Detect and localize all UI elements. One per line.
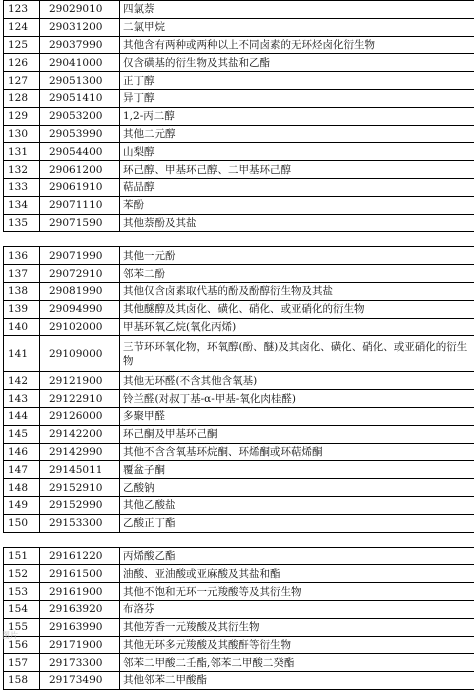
row-number-cell: 157: [4, 654, 40, 672]
hs-code-cell: 29094990: [40, 300, 120, 318]
table-row: [4, 636, 474, 654]
section-gap: [4, 532, 474, 547]
hs-code-cell: 29053200: [40, 107, 120, 125]
row-number-cell: 148: [4, 479, 40, 497]
hs-code-cell: 29109000: [40, 336, 120, 372]
hs-code-cell: 29071990: [40, 247, 120, 265]
table-row: [4, 407, 474, 425]
product-name-cell: 甲基环氧乙烷(氧化丙烯): [120, 318, 474, 336]
product-name-cell: 其他仅含卤素取代基的酚及酚醇衍生物及其盐: [120, 282, 474, 300]
table-row: [4, 461, 474, 479]
product-name-cell: 其他乙酸盐: [120, 496, 474, 514]
product-name-cell: 环己醇、甲基环己醇、二甲基环己醇: [120, 161, 474, 179]
product-name-cell: 布洛芬: [120, 600, 474, 618]
product-name-cell: 其他无环醛(不含其他含氧基): [120, 372, 474, 390]
table-row: [4, 72, 474, 90]
product-name-cell: 其他芳香一元羧酸及其衍生物: [120, 618, 474, 636]
table-row: [4, 36, 474, 54]
product-name-cell: 其他邻苯二甲酸酯: [120, 672, 474, 690]
row-number-cell: 150: [4, 514, 40, 532]
product-name-cell: 异丁醇: [120, 89, 474, 107]
row-number-cell: 143: [4, 390, 40, 408]
product-name-cell: 二氯甲烷: [120, 18, 474, 36]
row-number-cell: 136: [4, 247, 40, 265]
row-number-cell: 142: [4, 372, 40, 390]
product-name-cell: 油酸、亚油酸或亚麻酸及其盐和酯: [120, 565, 474, 583]
row-number-cell: 130: [4, 125, 40, 143]
table-row: [4, 618, 474, 636]
table-row: [4, 18, 474, 36]
table-row: [4, 565, 474, 583]
row-number-cell: 132: [4, 161, 40, 179]
row-number-cell: 151: [4, 547, 40, 565]
hs-code-cell: 29152910: [40, 479, 120, 497]
row-number-cell: 124: [4, 18, 40, 36]
product-name-cell: 四氯萘: [120, 1, 474, 19]
hs-code-cell: 29126000: [40, 407, 120, 425]
table-row: [4, 178, 474, 196]
row-number-cell: 137: [4, 265, 40, 283]
table-row: [4, 318, 474, 336]
row-number-cell: 147: [4, 461, 40, 479]
row-number-cell: 128: [4, 89, 40, 107]
table-row: [4, 547, 474, 565]
hs-code-cell: 29122910: [40, 390, 120, 408]
table-row: [4, 265, 474, 283]
table-row: [4, 1, 474, 19]
row-number-cell: 141: [4, 336, 40, 372]
row-number-cell: 158: [4, 672, 40, 690]
hs-code-cell: 29071590: [40, 214, 120, 232]
hs-code-cell: 29072910: [40, 265, 120, 283]
table-row: [4, 214, 474, 232]
table-row: [4, 390, 474, 408]
hs-code-cell: 29031200: [40, 18, 120, 36]
table-row: [4, 443, 474, 461]
product-name-cell: 其他一元酚: [120, 247, 474, 265]
product-name-cell: 萜品醇: [120, 178, 474, 196]
product-name-cell: 覆盆子酮: [120, 461, 474, 479]
hs-code-cell: 29152990: [40, 496, 120, 514]
table-row: [4, 336, 474, 372]
row-number-cell: 139: [4, 300, 40, 318]
section-gap-cell: [4, 532, 474, 547]
table-row: [4, 54, 474, 72]
hs-code-cell: 29161220: [40, 547, 120, 565]
row-number-cell: 123: [4, 1, 40, 19]
product-name-cell: 乙酸正丁酯: [120, 514, 474, 532]
hs-code-cell: 29029010: [40, 1, 120, 19]
row-number-cell: 138: [4, 282, 40, 300]
row-number-cell: 156: [4, 636, 40, 654]
product-name-cell: 正丁醇: [120, 72, 474, 90]
row-number-cell: 153: [4, 583, 40, 601]
row-number-cell: 144: [4, 407, 40, 425]
product-name-cell: 其他不含含氧基环烷酮、环烯酮或环萜烯酮: [120, 443, 474, 461]
hs-code-cell: 29153300: [40, 514, 120, 532]
table-row: [4, 514, 474, 532]
row-number-cell: 129: [4, 107, 40, 125]
table-row: [4, 654, 474, 672]
product-name-cell: 邻苯二甲酸二壬酯,邻苯二甲酸二癸酯: [120, 654, 474, 672]
hs-code-cell: 29161900: [40, 583, 120, 601]
row-number-cell: 125: [4, 36, 40, 54]
hs-code-cell: 29061910: [40, 178, 120, 196]
product-name-cell: 乙酸钠: [120, 479, 474, 497]
hs-code-cell: 29142990: [40, 443, 120, 461]
hs-code-cell: 29053990: [40, 125, 120, 143]
row-number-cell: 127: [4, 72, 40, 90]
product-name-cell: 丙烯酸乙酯: [120, 547, 474, 565]
product-name-cell: 铃兰醛(对叔丁基-α-甲基-氧化肉桂醛): [120, 390, 474, 408]
table-row: [4, 496, 474, 514]
table-row: [4, 196, 474, 214]
row-number-cell: 145: [4, 425, 40, 443]
row-number-cell: 133: [4, 178, 40, 196]
hs-code-cell: 29081990: [40, 282, 120, 300]
hs-code-cell: 29054400: [40, 143, 120, 161]
row-number-cell: 131: [4, 143, 40, 161]
table-row: [4, 247, 474, 265]
table-row: [4, 282, 474, 300]
row-number-cell: 154: [4, 600, 40, 618]
hs-code-cell: 29071110: [40, 196, 120, 214]
hs-code-cell: 29102000: [40, 318, 120, 336]
row-number-cell: 140: [4, 318, 40, 336]
row-number-cell: 135: [4, 214, 40, 232]
hs-code-cell: 29142200: [40, 425, 120, 443]
hs-code-cell: 29051300: [40, 72, 120, 90]
product-name-cell: 其他醚醇及其卤化、磺化、硝化、或亚硝化的衍生物: [120, 300, 474, 318]
section-gap-cell: [4, 232, 474, 247]
hs-code-cell: 29171900: [40, 636, 120, 654]
product-name-cell: 多聚甲醛: [120, 407, 474, 425]
table-row: [4, 425, 474, 443]
hs-code-cell: 29161500: [40, 565, 120, 583]
table-row: [4, 672, 474, 690]
product-name-cell: 山梨醇: [120, 143, 474, 161]
table-row: [4, 300, 474, 318]
product-name-cell: 邻苯二酚: [120, 265, 474, 283]
watermark: 图片: [2, 630, 18, 641]
row-number-cell: 155: [4, 618, 40, 636]
product-name-cell: 其他不饱和无环一元羧酸等及其衍生物: [120, 583, 474, 601]
row-number-cell: 146: [4, 443, 40, 461]
product-name-cell: 仅含磺基的衍生物及其盐和乙酯: [120, 54, 474, 72]
hs-code-cell: 29145011: [40, 461, 120, 479]
table-row: [4, 125, 474, 143]
row-number-cell: 152: [4, 565, 40, 583]
row-number-cell: 134: [4, 196, 40, 214]
product-name-cell: 三节环环氧化物，环氧醇(酚、醚)及其卤化、磺化、硝化、或亚硝化的衍生物: [120, 336, 474, 372]
hs-code-cell: 29163920: [40, 600, 120, 618]
table-row: [4, 372, 474, 390]
product-name-cell: 其他无环多元羧酸及其酸酐等衍生物: [120, 636, 474, 654]
tariff-code-table: [3, 0, 474, 690]
row-number-cell: 126: [4, 54, 40, 72]
table-row: [4, 143, 474, 161]
product-name-cell: 其他含有两种或两种以上不同卤素的无环烃卤化衍生物: [120, 36, 474, 54]
hs-code-cell: 29121900: [40, 372, 120, 390]
table-body: [4, 1, 474, 690]
product-name-cell: 苯酚: [120, 196, 474, 214]
hs-code-cell: 29173300: [40, 654, 120, 672]
product-name-cell: 环己酮及甲基环己酮: [120, 425, 474, 443]
table-row: [4, 600, 474, 618]
hs-code-cell: 29173490: [40, 672, 120, 690]
hs-code-cell: 29061200: [40, 161, 120, 179]
table-row: [4, 161, 474, 179]
product-name-cell: 其他萘酚及其盐: [120, 214, 474, 232]
hs-code-cell: 29051410: [40, 89, 120, 107]
product-name-cell: 1,2-丙二醇: [120, 107, 474, 125]
table-row: [4, 479, 474, 497]
table-row: [4, 89, 474, 107]
hs-code-cell: 29163990: [40, 618, 120, 636]
hs-code-cell: 29041000: [40, 54, 120, 72]
row-number-cell: 149: [4, 496, 40, 514]
table-row: [4, 583, 474, 601]
table-row: [4, 107, 474, 125]
section-gap: [4, 232, 474, 247]
product-name-cell: 其他二元醇: [120, 125, 474, 143]
hs-code-cell: 29037990: [40, 36, 120, 54]
